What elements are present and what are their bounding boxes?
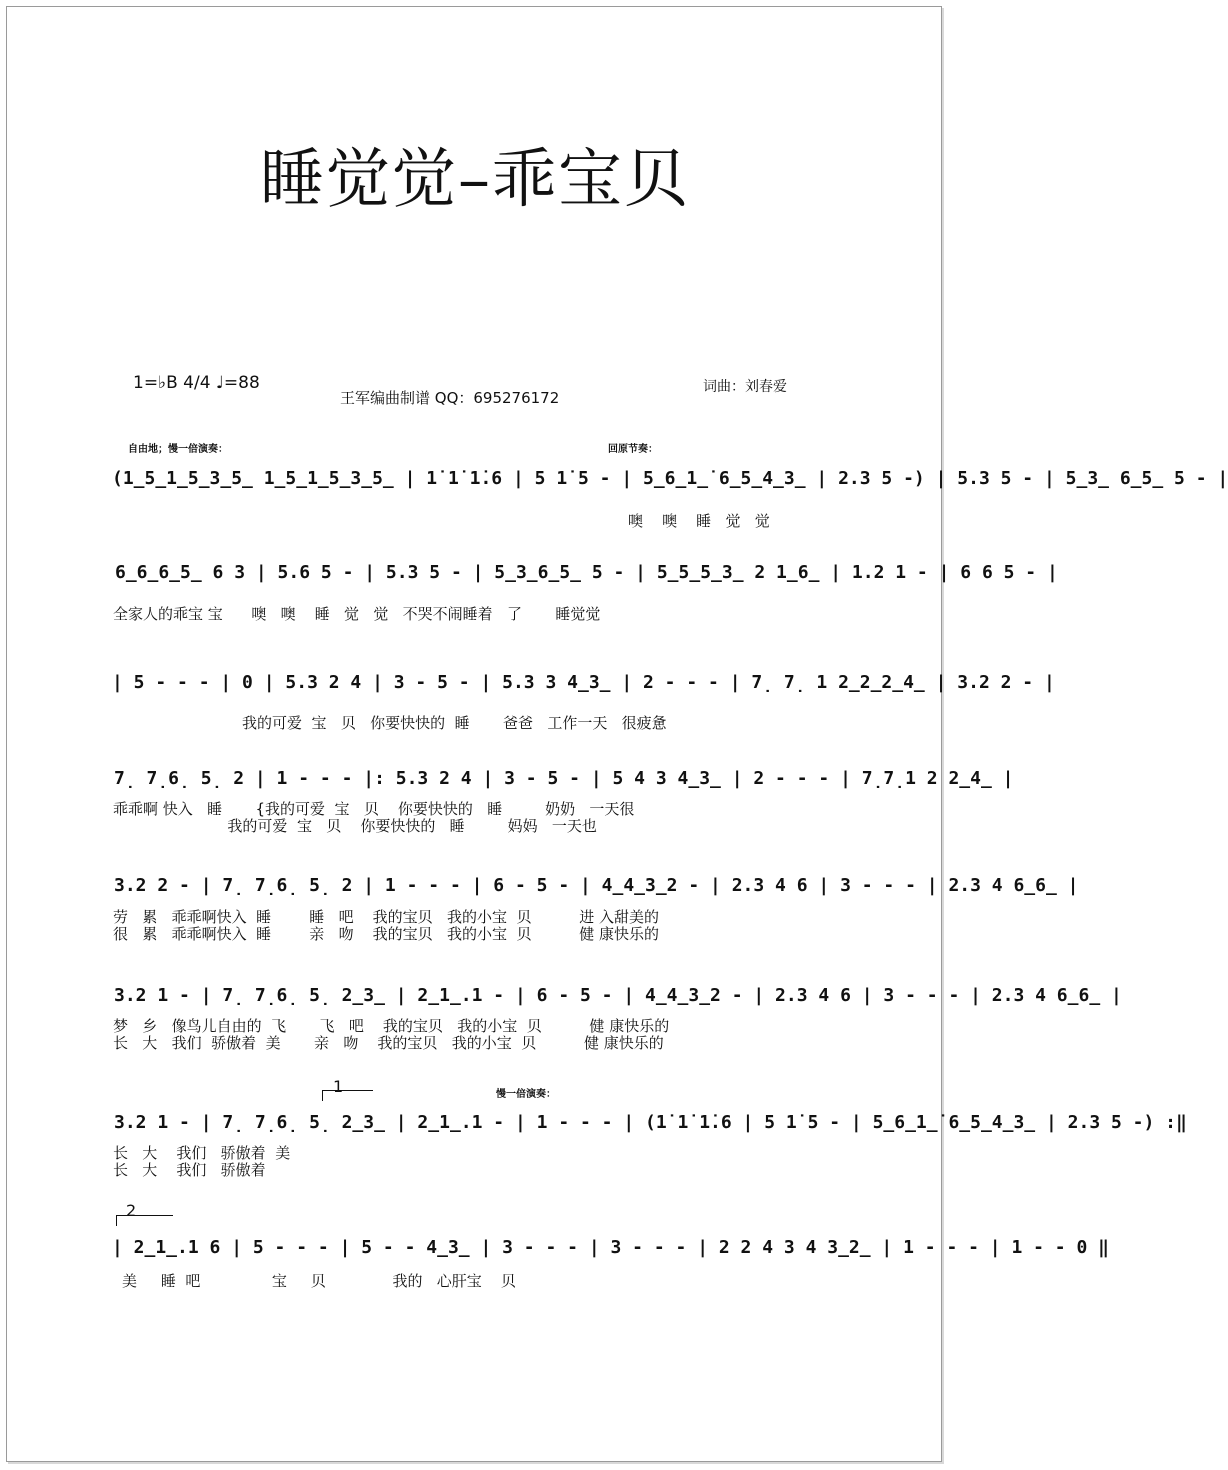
volta-1-bracket	[322, 1090, 373, 1101]
song-title: 睡觉觉–乖宝贝	[260, 143, 690, 217]
back-tempo-note: 回原节奏：	[608, 444, 658, 455]
arranger-credit: 王军编曲制谱 QQ：695276172	[340, 389, 560, 407]
score-line-6: 3.2 1 - | 7̣ 7̣6̣ 5̣ 2̲3̲ | 2̲1̲.1 - | 6 - 5 - | 4̲4̲3̲2 - | 2.3 4 6 | 3 - - - | 2.3 4 6̲6̲ |	[114, 985, 1122, 1006]
lyric-line-5b: 很 累 乖乖啊快入 睡 亲 吻 我的宝贝 我的小宝 贝 健 康快乐的	[113, 925, 659, 943]
volta-2-bracket	[116, 1215, 173, 1226]
free-time-note: 自由地；慢一倍演奏：	[128, 444, 228, 455]
score-line-2: 6̲6̲6̲5̲ 6 3 | 5.6 5 - | 5.3 5 - | 5̲3̲6̲5̲ 5 - | 5̲5̲5̲3̲ 2 1̲6̲ | 1.2 1 - | 6 6 5 - |	[115, 562, 1058, 583]
lyric-line-6a: 梦 乡 像鸟儿自由的 飞 飞 吧 我的宝贝 我的小宝 贝 健 康快乐的	[113, 1017, 670, 1035]
score-line-4: 7̣ 7̣6̣ 5̣ 2 | 1 - - - |: 5.3 2 4 | 3 - 5 - | 5 4 3 4̲3̲ | 2 - - - | 7̣7̣1 2 2̲4̲ |	[114, 768, 1014, 789]
key-tempo: 1=♭B 4/4 ♩=88	[133, 373, 260, 393]
score-line-8: | 2̲1̲.1 6 | 5 - - - | 5 - - 4̲3̲ | 3 - - - | 3 - - - | 2 2 4 3 4 3̲2̲ | 1 - - - | 1 - - 0 ‖	[112, 1237, 1109, 1258]
lyric-line-4a: 乖乖啊 快入 睡 {我的可爱 宝 贝 你要快快的 睡 奶奶 一天很	[113, 800, 635, 818]
volta-1-label: 1	[333, 1077, 344, 1096]
lyric-line-7a: 长 大 我们 骄傲着 美	[113, 1144, 291, 1162]
slow-again-note: 慢一倍演奏：	[496, 1089, 556, 1100]
lyric-line-4b: 我的可爱 宝 贝 你要快快的 睡 妈妈 一天也	[113, 817, 597, 835]
score-line-3: | 5 - - - | 0 | 5.3 2 4 | 3 - 5 - | 5.3 3 4̲3̲ | 2 - - - | 7̣ 7̣ 1 2̲2̲2̲4̲ | 3.2 2 - |	[112, 672, 1055, 693]
score-line-1: (1̲5̲1̲5̲3̲5̲ 1̲5̲1̲5̲3̲5̲ | 1̇ 1̇ 1̇.6 | 5 1̇ 5 - | 5̲6̲1̲̇ 6̲5̲4̲3̲ | 2.3 5 -) | 5.3 5 - | 5̲3̲ 6̲5̲ 5 - |	[112, 468, 1228, 489]
lyric-line-1: 噢 噢 睡 觉 觉	[628, 512, 770, 530]
lyric-line-5a: 劳 累 乖乖啊快入 睡 睡 吧 我的宝贝 我的小宝 贝 进 入甜美的	[113, 908, 659, 926]
lyric-line-7b: 长 大 我们 骄傲着	[113, 1161, 266, 1179]
lyric-line-8: 美 睡 吧 宝 贝 我的 心肝宝 贝	[122, 1272, 516, 1290]
lyric-line-2: 全家人的乖宝 宝 噢 噢 睡 觉 觉 不哭不闹睡着 了 睡觉觉	[113, 605, 601, 623]
score-line-5: 3.2 2 - | 7̣ 7̣6̣ 5̣ 2 | 1 - - - | 6 - 5 - | 4̲4̲3̲2 - | 2.3 4 6 | 3 - - - | 2.3 4 6̲6̲ |	[114, 875, 1079, 896]
volta-2-label: 2	[126, 1201, 137, 1220]
score-line-7: 3.2 1 - | 7̣ 7̣6̣ 5̣ 2̲3̲ | 2̲1̲.1 - | 1 - - - | (1̇ 1̇ 1̇.6 | 5 1̇ 5 - | 5̲6̲1̲̇ 6̲5̲4̲3̲ | 2.3 5 -) :‖	[114, 1112, 1187, 1133]
lyric-line-3: 我的可爱 宝 贝 你要快快的 睡 爸爸 工作一天 很疲惫	[242, 714, 667, 732]
composer-credit: 词曲：刘春爱	[703, 379, 787, 395]
lyric-line-6b: 长 大 我们 骄傲着 美 亲 吻 我的宝贝 我的小宝 贝 健 康快乐的	[113, 1034, 664, 1052]
